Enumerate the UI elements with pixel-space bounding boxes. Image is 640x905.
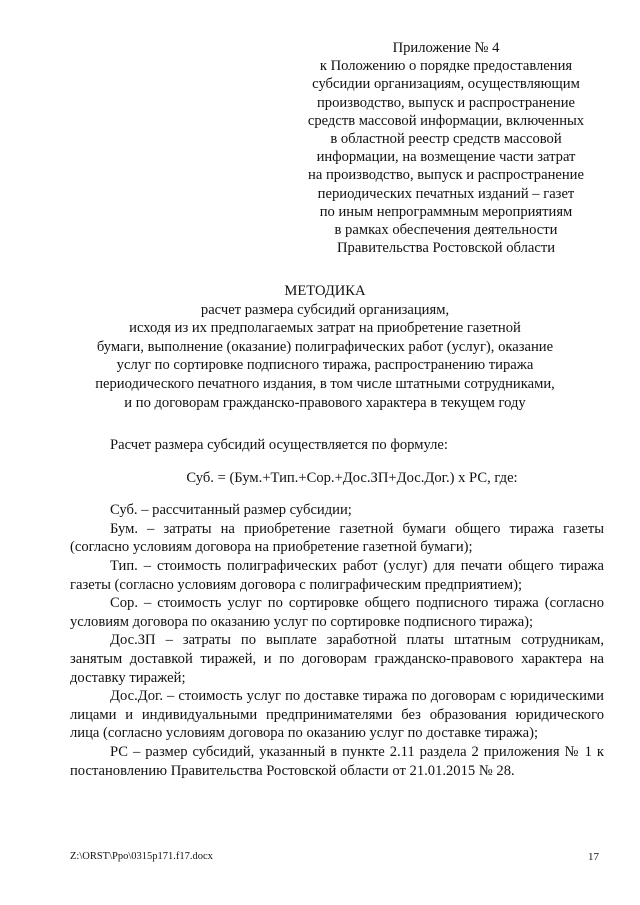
title-line: и по договорам гражданско-правового характера в текущем году — [124, 394, 526, 411]
definition-item: Тип. – стоимость полиграфических работ (услуг) для печати общего тиража газеты (согласно условиям договора с полиграфическим предприятием); — [70, 557, 604, 593]
appendix-line: к Положению о порядке предоставления — [319, 58, 573, 75]
definition-item: Дос.Дог. – стоимость услуг по доставке тиража по договорам с юридическими лицами и индивидуальными предпринимателями без образования юридического лица (согласно условиям договора по оказанию услуг по доставке тиража); — [70, 688, 604, 742]
appendix-line: в областной реестр средств массовой — [330, 131, 562, 148]
title-line: услуг по сортировке подписного тиража, распространению тиража — [116, 357, 534, 374]
definitions-list — [70, 501, 604, 780]
appendix-line: информации, на возмещение части затрат — [316, 149, 576, 166]
intro-paragraph: Расчет размера субсидий осуществляется по формуле: — [110, 437, 448, 453]
appendix-line: в рамках обеспечения деятельности — [334, 222, 558, 239]
appendix-header — [290, 39, 602, 257]
methodology-title — [60, 282, 590, 412]
definition-item: Сор. – стоимость услуг по сортировке общего подписного тиража (согласно условиям договора по оказанию услуг по сортировке подписного тиража); — [70, 595, 604, 630]
formula: Суб. = (Бум.+Тип.+Сор.+Дос.ЗП+Дос.Дог.) х РС, где: — [186, 469, 518, 486]
appendix-line: субсидии организациям, осуществляющим — [312, 76, 580, 93]
title-line: расчет размера субсидий организациям, — [200, 301, 450, 318]
appendix-line: по иным непрограммным мероприятиям — [319, 203, 573, 220]
definition-item: Бум. – затраты на приобретение газетной бумаги общего тиража газеты (согласно условиям договора на приобретение газетной бумаги); — [70, 520, 604, 556]
page-number: 17 — [588, 851, 599, 863]
definition-item: Дос.ЗП – затраты по выплате заработной платы штатным сотрудникам, занятым доставкой тиражей, и по договорам гражданско-правового характера на доставку тиражей; — [70, 632, 604, 686]
title-line: исходя из их предполагаемых затрат на приобретение газетной — [129, 320, 521, 337]
appendix-line: производство, выпуск и распространение — [317, 94, 575, 111]
document-body — [70, 436, 604, 780]
appendix-line: средств массовой информации, включенных — [307, 112, 585, 129]
title-heading: МЕТОДИКА — [284, 283, 366, 299]
definition-item: Суб. – рассчитанный размер субсидии; — [110, 502, 352, 519]
appendix-line: Приложение № 4 — [392, 40, 500, 56]
title-line: бумаги, выполнение (оказание) полиграфических работ (услуг), оказание — [96, 338, 554, 355]
appendix-line: Правительства Ростовской области — [336, 240, 556, 257]
title-line: периодического печатного издания, в том числе штатными сотрудниками, — [95, 375, 555, 392]
appendix-line: периодических печатных изданий – газет — [317, 185, 575, 202]
footer-file-path: Z:\ORST\Ppo\0315p171.f17.docx — [70, 851, 213, 862]
definition-item: РС – размер субсидий, указанный в пункте 2.11 раздела 2 приложения № 1 к постановлению Правительства Ростовской области от 21.01.2015 № 28. — [70, 743, 604, 779]
appendix-line: на производство, выпуск и распространение — [308, 167, 584, 184]
